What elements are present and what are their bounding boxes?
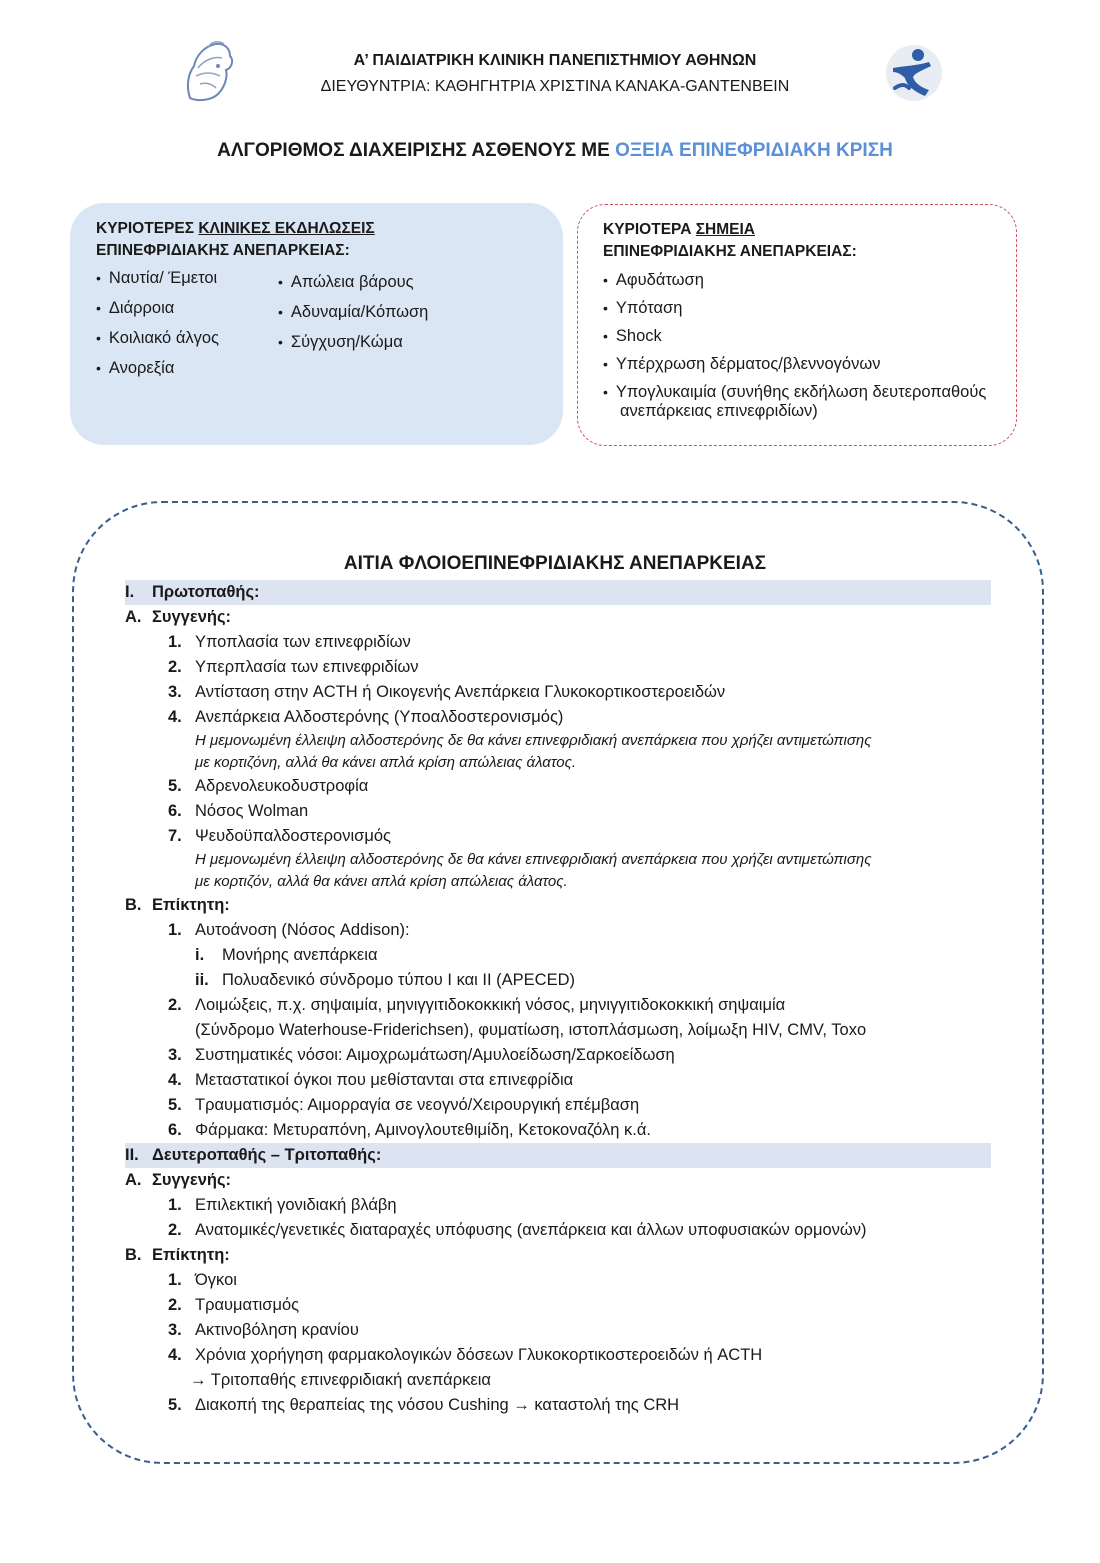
italic-note: Η μεμονωμένη έλλειψη αλδοστερόνης δε θα κάνει επινεφριδιακή ανεπάρκεια που χρήζει αντιμετώπισης	[195, 732, 872, 749]
clinic-director: ΔΙΕΥΘΥΝΤΡΙΑ: ΚΑΘΗΓΗΤΡΙΑ ΧΡΙΣΤΙΝΑ ΚΑΝΑΚΑ-GANTENBEIN	[320, 78, 790, 95]
item-number: 4.	[168, 708, 182, 726]
item-text: Διακοπή της θεραπείας της νόσου Cushing → καταστολή της CRH	[195, 1396, 680, 1414]
list-item: • Shock	[603, 327, 1000, 355]
section-label: Πρωτοπαθής:	[152, 583, 260, 601]
item-text: Αυτοάνοση (Νόσος Addison):	[195, 921, 410, 939]
list-item	[125, 705, 991, 730]
list-item: • Υπογλυκαιμία (συνήθης εκδήλωση δευτεροπαθούς ανεπάρκειας επινεφριδίων)	[603, 383, 1000, 433]
item-text: Συστηματικές νόσοι: Αιμοχρωμάτωση/Αμυλοείδωση/Σαρκοείδωση	[195, 1046, 675, 1064]
item-text: Ψευδοϋπαλδοστερονισμός	[195, 827, 391, 845]
list-item	[125, 1068, 991, 1093]
list-item	[125, 1343, 991, 1368]
list-item: • Υπόταση	[603, 299, 1000, 327]
athena-head-logo	[178, 38, 238, 104]
list-item	[125, 1043, 991, 1068]
item-number: 1.	[168, 1196, 182, 1214]
list-item: • Σύγχυση/Κώμα	[278, 333, 428, 363]
item-text: Τραυματισμός	[195, 1296, 300, 1314]
subsection-letter: B.	[125, 1246, 142, 1264]
list-item	[125, 918, 991, 943]
subsection-heading	[125, 1243, 991, 1268]
list-item: • Αδυναμία/Κόπωση	[278, 303, 428, 333]
item-number: 6.	[168, 802, 182, 820]
subsection-label: Συγγενής:	[152, 608, 232, 626]
list-item	[125, 799, 991, 824]
subsection-label: Επίκτητη:	[152, 1246, 230, 1264]
item-text: Ανεπάρκεια Αλδοστερόνης (Υποαλδοστερονισμός)	[195, 708, 564, 726]
item-text: Ανατομικές/γενετικές διαταραχές υπόφυσης (ανεπάρκεια και άλλων υποφυσιακών ορμονών)	[195, 1221, 867, 1239]
item-number: 2.	[168, 996, 182, 1014]
section-label: Δευτεροπαθής – Τριτοπαθής:	[152, 1146, 382, 1164]
item-number: 3.	[168, 683, 182, 701]
subsection-letter: A.	[125, 1171, 142, 1189]
clinical-list-col2	[278, 273, 428, 363]
item-text: Τραυματισμός: Αιμορραγία σε νεογνό/Χειρουργική επέμβαση	[195, 1096, 640, 1114]
clinical-head-c: ΕΠΙΝΕΦΡΙΔΙΑΚΗΣ ΑΝΕΠΑΡΚΕΙΑΣ:	[96, 242, 350, 259]
item-number: 1.	[168, 1271, 182, 1289]
item-text: Λοιμώξεις, π.χ. σηψαιμία, μηνιγγιτιδοκοκκική νόσος, μηνιγγιτιδοκοκκική σηψαιμία	[195, 996, 786, 1014]
subsection-heading	[125, 605, 991, 630]
list-item: • Αφυδάτωση	[603, 271, 1000, 299]
item-text: Όγκοι	[195, 1271, 237, 1289]
item-text: Φάρμακα: Μετυραπόνη, Αμινογλουτεθιμίδη, Κετοκοναζόλη κ.ά.	[195, 1121, 652, 1139]
section-heading	[125, 580, 991, 605]
item-text: Αδρενολευκοδυστροφία	[195, 777, 369, 795]
clinical-box-heading	[96, 218, 375, 262]
item-text: Μονήρης ανεπάρκεια	[222, 946, 378, 964]
item-text: Νόσος Wolman	[195, 802, 309, 820]
item-text: Πολυαδενικό σύνδρομο τύπου I και II (APECED)	[222, 971, 576, 989]
item-number: 7.	[168, 827, 182, 845]
section-number: II.	[125, 1146, 139, 1164]
list-item: • Απώλεια βάρους	[278, 273, 428, 303]
subsection-label: Επίκτητη:	[152, 896, 230, 914]
section-number: I.	[125, 583, 135, 601]
signs-head-b: ΣΗΜΕΙΑ	[695, 221, 755, 238]
signs-box	[577, 204, 1017, 446]
italic-note: με κορτιζόν, αλλά θα κάνει απλά κρίση απώλειας άλατος.	[195, 873, 568, 890]
item-text: Ακτινοβόληση κρανίου	[195, 1321, 359, 1339]
subsection-letter: B.	[125, 896, 142, 914]
item-number: 5.	[168, 1096, 182, 1114]
item-continuation: (Σύνδρομο Waterhouse-Friderichsen), φυματίωση, ιστοπλάσμωση, λοίμωξη HIV, CMV, Toxo	[195, 1021, 867, 1039]
list-item	[125, 1093, 991, 1118]
item-continuation: → Τριτοπαθής επινεφριδιακή ανεπάρκεια	[190, 1371, 491, 1389]
page-title-highlight: ΟΞΕΙΑ ΕΠΙΝΕΦΡΙΔΙΑΚΗ ΚΡΙΣΗ	[615, 140, 893, 161]
clinic-title: Α’ ΠΑΙΔΙΑΤΡΙΚΗ ΚΛΙΝΙΚΗ ΠΑΝΕΠΙΣΤΗΜΙΟΥ ΑΘΗΝΩΝ	[353, 52, 757, 69]
list-item	[125, 1118, 991, 1143]
list-item: • Κοιλιακό άλγος	[96, 329, 219, 359]
item-number: 2.	[168, 658, 182, 676]
signs-box-heading	[603, 219, 857, 263]
clinical-head-b: ΚΛΙΝΙΚΕΣ ΕΚΔΗΛΩΣΕΙΣ	[198, 220, 375, 237]
list-item: • Υπέρχρωση δέρματος/βλεννογόνων	[603, 355, 1000, 383]
list-item	[125, 630, 991, 655]
italic-note: με κορτιζόνη, αλλά θα κάνει απλά κρίση απώλειας άλατος.	[195, 754, 577, 771]
item-text: Υπερπλασία των επινεφριδίων	[195, 658, 419, 676]
signs-list	[603, 271, 1000, 433]
subsection-letter: A.	[125, 608, 142, 626]
list-item	[125, 655, 991, 680]
list-item	[125, 1293, 991, 1318]
subsection-heading	[125, 1168, 991, 1193]
list-item	[125, 774, 991, 799]
item-number: 1.	[168, 633, 182, 651]
sub-list-item	[125, 943, 991, 968]
item-text: Επιλεκτική γονιδιακή βλάβη	[195, 1196, 397, 1214]
item-number: ii.	[195, 971, 209, 989]
signs-head-a: ΚΥΡΙΟΤΕΡΑ	[603, 221, 696, 238]
clinical-manifestations-box	[70, 203, 563, 445]
subsection-label: Συγγενής:	[152, 1171, 232, 1189]
section-heading	[125, 1143, 991, 1168]
item-number: 4.	[168, 1346, 182, 1364]
item-text: Χρόνια χορήγηση φαρμακολογικών δόσεων Γλυκοκορτικοστεροειδών ή ACTH	[195, 1346, 763, 1364]
causes-title: ΑΙΤΙΑ ΦΛΟΙΟΕΠΙΝΕΦΡΙΔΙΑΚΗΣ ΑΝΕΠΑΡΚΕΙΑΣ	[343, 553, 767, 574]
item-number: i.	[195, 946, 205, 964]
item-text: Μεταστατικοί όγκοι που μεθίστανται στα επινεφρίδια	[195, 1071, 574, 1089]
italic-note: Η μεμονωμένη έλλειψη αλδοστερόνης δε θα κάνει επινεφριδιακή ανεπάρκεια που χρήζει αντιμετώπισης	[195, 851, 872, 868]
clinical-head-a: ΚΥΡΙΟΤΕΡΕΣ	[96, 220, 199, 237]
page-title-part1: ΑΛΓΟΡΙΘΜΟΣ ΔΙΑΧΕΙΡΙΣΗΣ ΑΣΘΕΝΟΥΣ ΜΕ	[217, 140, 616, 161]
child-figure-logo	[885, 44, 943, 102]
item-number: 5.	[168, 777, 182, 795]
item-number: 2.	[168, 1296, 182, 1314]
item-number: 3.	[168, 1321, 182, 1339]
page-title	[0, 140, 1100, 162]
causes-list	[125, 580, 991, 1418]
list-item: • Διάρροια	[96, 299, 219, 329]
list-item	[125, 1193, 991, 1218]
list-item	[125, 1268, 991, 1293]
item-number: 2.	[168, 1221, 182, 1239]
item-number: 5.	[168, 1396, 182, 1414]
list-item	[125, 1218, 991, 1243]
list-item	[125, 993, 991, 1018]
subsection-heading	[125, 893, 991, 918]
item-number: 6.	[168, 1121, 182, 1139]
list-item: • Ναυτία/ Έμετοι	[96, 269, 219, 299]
list-item	[125, 680, 991, 705]
item-text: Υποπλασία των επινεφριδίων	[195, 633, 411, 651]
sub-list-item	[125, 968, 991, 993]
item-number: 4.	[168, 1071, 182, 1089]
list-item	[125, 1318, 991, 1343]
list-item: • Ανορεξία	[96, 359, 219, 389]
item-text: Αντίσταση στην ACTH ή Οικογενής Ανεπάρκεια Γλυκοκορτικοστεροειδών	[195, 683, 726, 701]
item-number: 3.	[168, 1046, 182, 1064]
clinical-list-col1	[96, 269, 219, 389]
list-item	[125, 1393, 991, 1418]
signs-head-c: ΕΠΙΝΕΦΡΙΔΙΑΚΗΣ ΑΝΕΠΑΡΚΕΙΑΣ:	[603, 243, 857, 260]
item-number: 1.	[168, 921, 182, 939]
list-item	[125, 824, 991, 849]
